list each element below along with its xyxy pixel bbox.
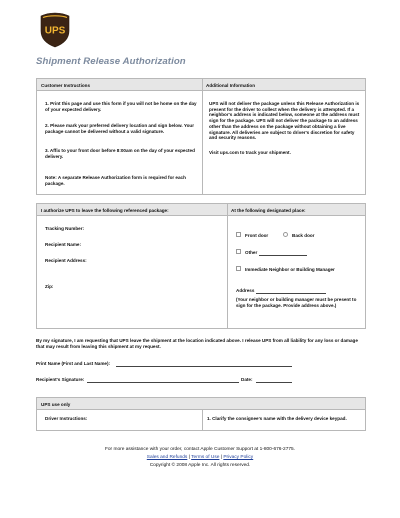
zip-label: Zip:: [45, 284, 54, 289]
ups-use-box: [36, 397, 366, 431]
ups-use-header: [37, 398, 365, 410]
date-line[interactable]: [256, 382, 292, 383]
authorize-title: I authorize UPS to leave the following referenced package:: [41, 207, 169, 213]
footer-links: [0, 455, 400, 461]
other-checkbox[interactable]: [236, 249, 241, 254]
ups-logo: [40, 12, 70, 48]
neighbor-checkbox[interactable]: [236, 266, 241, 271]
address-line[interactable]: [256, 293, 326, 294]
authorization-box: [36, 203, 366, 329]
print-name-label: Print Name (First and Last Name):: [36, 361, 111, 366]
instruction-3: 3. Affix to your front door before 8:00am on the day of your expected delivery.: [45, 148, 195, 159]
footer-assist: For more assistance with your order, contact Apple Customer Support at 1-800-676-2775.: [104, 447, 296, 452]
footer-separator: |: [219, 455, 224, 460]
address-note: (Your neighbor or building manager must be present to sign for the package. Provide address above.): [236, 297, 357, 308]
recipient-address-label: Recipient Address:: [45, 258, 87, 263]
additional-info-paragraph: UPS will not deliver the package unless this Release Authorization is present for the driver to collect when the delivery is attempted. If a neighbor's address is indicated below, someone at the address must sign for the package. UPS will not deliver the package to an address other than the address on the package without obtaining a live signature. All deliveries are subject to driver's discretion for safety and security reasons.: [209, 101, 360, 141]
instruction-1: 1. Print this page and use this form if you will not be home on the day of your expected delivery.: [45, 101, 197, 112]
customer-instructions-title: Customer Instructions: [41, 82, 91, 88]
footer-separator: |: [187, 455, 192, 460]
ups-use-title: UPS use only: [41, 401, 71, 407]
sales-refunds-link[interactable]: Sales and Refunds: [146, 455, 188, 460]
signature-line[interactable]: [87, 382, 239, 383]
instructions-box: [36, 78, 366, 195]
other-label: Other: [245, 249, 258, 255]
tracking-number-label: Tracking Number:: [45, 226, 85, 231]
back-door-label: Back door: [292, 232, 315, 238]
logo-text: UPS: [44, 25, 66, 37]
signature-label: Recipient's Signature:: [36, 377, 85, 382]
privacy-policy-link[interactable]: Privacy Policy: [223, 455, 254, 460]
back-door-radio[interactable]: [283, 232, 288, 237]
neighbor-label: Immediate Neighbor or Building Manager: [245, 266, 335, 272]
driver-instructions-label: Driver Instructions:: [45, 416, 88, 421]
front-door-checkbox[interactable]: [236, 232, 241, 237]
page-title: Shipment Release Authorization: [36, 56, 186, 67]
footer-copyright: Copyright © 2008 Apple Inc. All rights reserved.: [149, 463, 251, 468]
print-name-line[interactable]: [116, 366, 292, 367]
instruction-2: 2. Please mark your preferred delivery location and sign below. Your package cannot be delivered without a valid signature.: [45, 123, 195, 134]
terms-of-use-link[interactable]: Terms of Use: [191, 455, 220, 460]
address-label: Address: [236, 288, 255, 293]
driver-instruction-1: 1. Clarify the consignee's name with the delivery device keypad.: [207, 416, 347, 421]
front-door-label: Front door: [245, 232, 269, 238]
date-label: Date:: [241, 377, 253, 382]
signature-statement: By my signature, I am requesting that UPS leave the shipment at the location indicated above. I release UPS from all liability for any loss or damage that may result from leaving this shipment at my request.: [36, 338, 358, 349]
additional-information-title: Additional Information: [206, 82, 255, 88]
other-line[interactable]: [259, 255, 307, 256]
designated-place-title: At the following designated place:: [231, 207, 306, 213]
additional-info-visit: Visit ups.com to track your shipment.: [209, 150, 291, 155]
recipient-name-label: Recipient Name:: [45, 242, 81, 247]
instruction-note: Note: A separate Release Authorization form is required for each package.: [45, 175, 186, 186]
